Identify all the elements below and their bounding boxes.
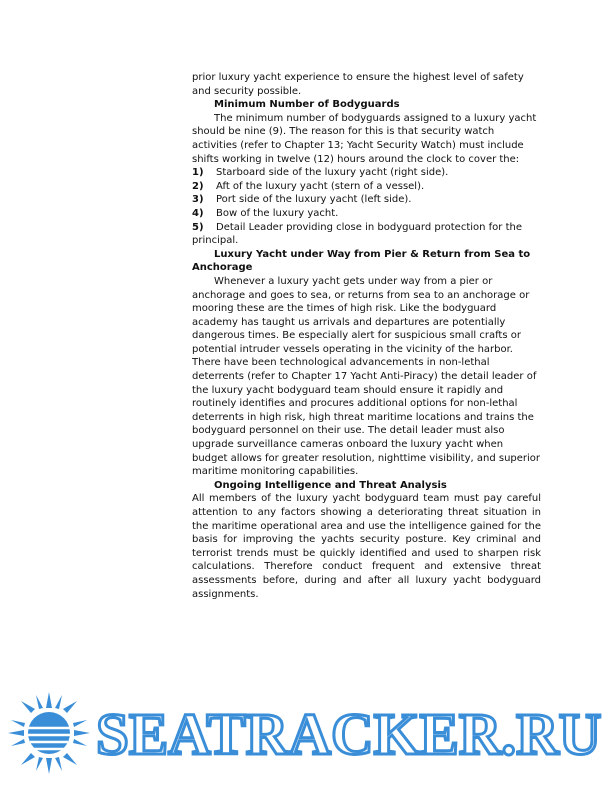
section-paragraph-minimum-bodyguards: The minimum number of bodyguards assigned to a luxury yacht should be nine (9). The reason for this is that security watch activities (refer to Chapter 13; Yacht Security Watch) must include shifts working in twelve (12) hours around the clock to cover the:: [192, 112, 537, 165]
list-item-text: Bow of the luxury yacht.: [216, 207, 339, 219]
section-heading-minimum-bodyguards: Minimum Number of Bodyguards: [214, 99, 400, 111]
section-heading-intelligence: Ongoing Intelligence and Threat Analysis: [214, 479, 447, 491]
list-item-text: Detail Leader providing close in bodyguard protection for the principal.: [192, 221, 522, 247]
list-item-number: 4): [192, 207, 204, 219]
section-paragraph-intelligence: All members of the luxury yacht bodyguard team must pay careful attention to any factors showing a deteriorating threat situation in the maritime operational area and use the intelligence gained for the basis for improving the yachts security posture. Key criminal and terrorist trends must be quickly identified and used to sharpen risk calculations. Therefore conduct frequent and extensive threat assessments before, during and after all luxury yacht bodyguard assignments.: [192, 493, 541, 600]
intro-paragraph: prior luxury yacht experience to ensure the highest level of safety and security possible.: [192, 72, 524, 97]
list-item-text: Aft of the luxury yacht (stern of a vessel).: [216, 180, 425, 192]
document-body: [192, 71, 541, 601]
list-item-text: Port side of the luxury yacht (left side).: [216, 194, 412, 206]
list-item: [192, 221, 541, 248]
list-item: [192, 207, 541, 221]
watermark-text: SEATRACKER.RU: [96, 701, 602, 767]
list-item-number: 2): [192, 180, 204, 192]
list-item: [192, 166, 541, 180]
section-paragraph-under-way: Whenever a luxury yacht gets under way from a pier or anchorage and goes to sea, or returns from sea to an anchorage or mooring these are the times of high risk. Like the bodyguard academy has taught us arrivals and departures are potentially dangerous times. Be especially alert for suspicious small crafts or potential intruder vessels operating in the vicinity of the harbor. There have been technological advancements in non-lethal deterrents (refer to Chapter 17 Yacht Anti-Piracy) the detail leader of the luxury yacht bodyguard team should ensure it rapidly and routinely identifies and procures additional options for non-lethal deterrents in high risk, high threat maritime locations and trains the bodyguard personnel on their use. The detail leader must also upgrade surveillance cameras onboard the luxury yacht when budget allows for greater resolution, nighttime visibility, and superior maritime monitoring capabilities.: [192, 275, 541, 478]
list-item: [192, 193, 541, 207]
watch-positions-list: [192, 166, 541, 248]
list-item-text: Starboard side of the luxury yacht (right side).: [216, 167, 449, 179]
list-item-number: 1): [192, 167, 204, 179]
section-heading-under-way: Luxury Yacht under Way from Pier & Return from Sea to Anchorage: [192, 248, 531, 274]
list-item-number: 3): [192, 194, 204, 206]
sun-logo-icon: [6, 690, 92, 776]
list-item-number: 5): [192, 221, 204, 233]
watermark: [0, 688, 612, 792]
list-item: [192, 180, 541, 194]
